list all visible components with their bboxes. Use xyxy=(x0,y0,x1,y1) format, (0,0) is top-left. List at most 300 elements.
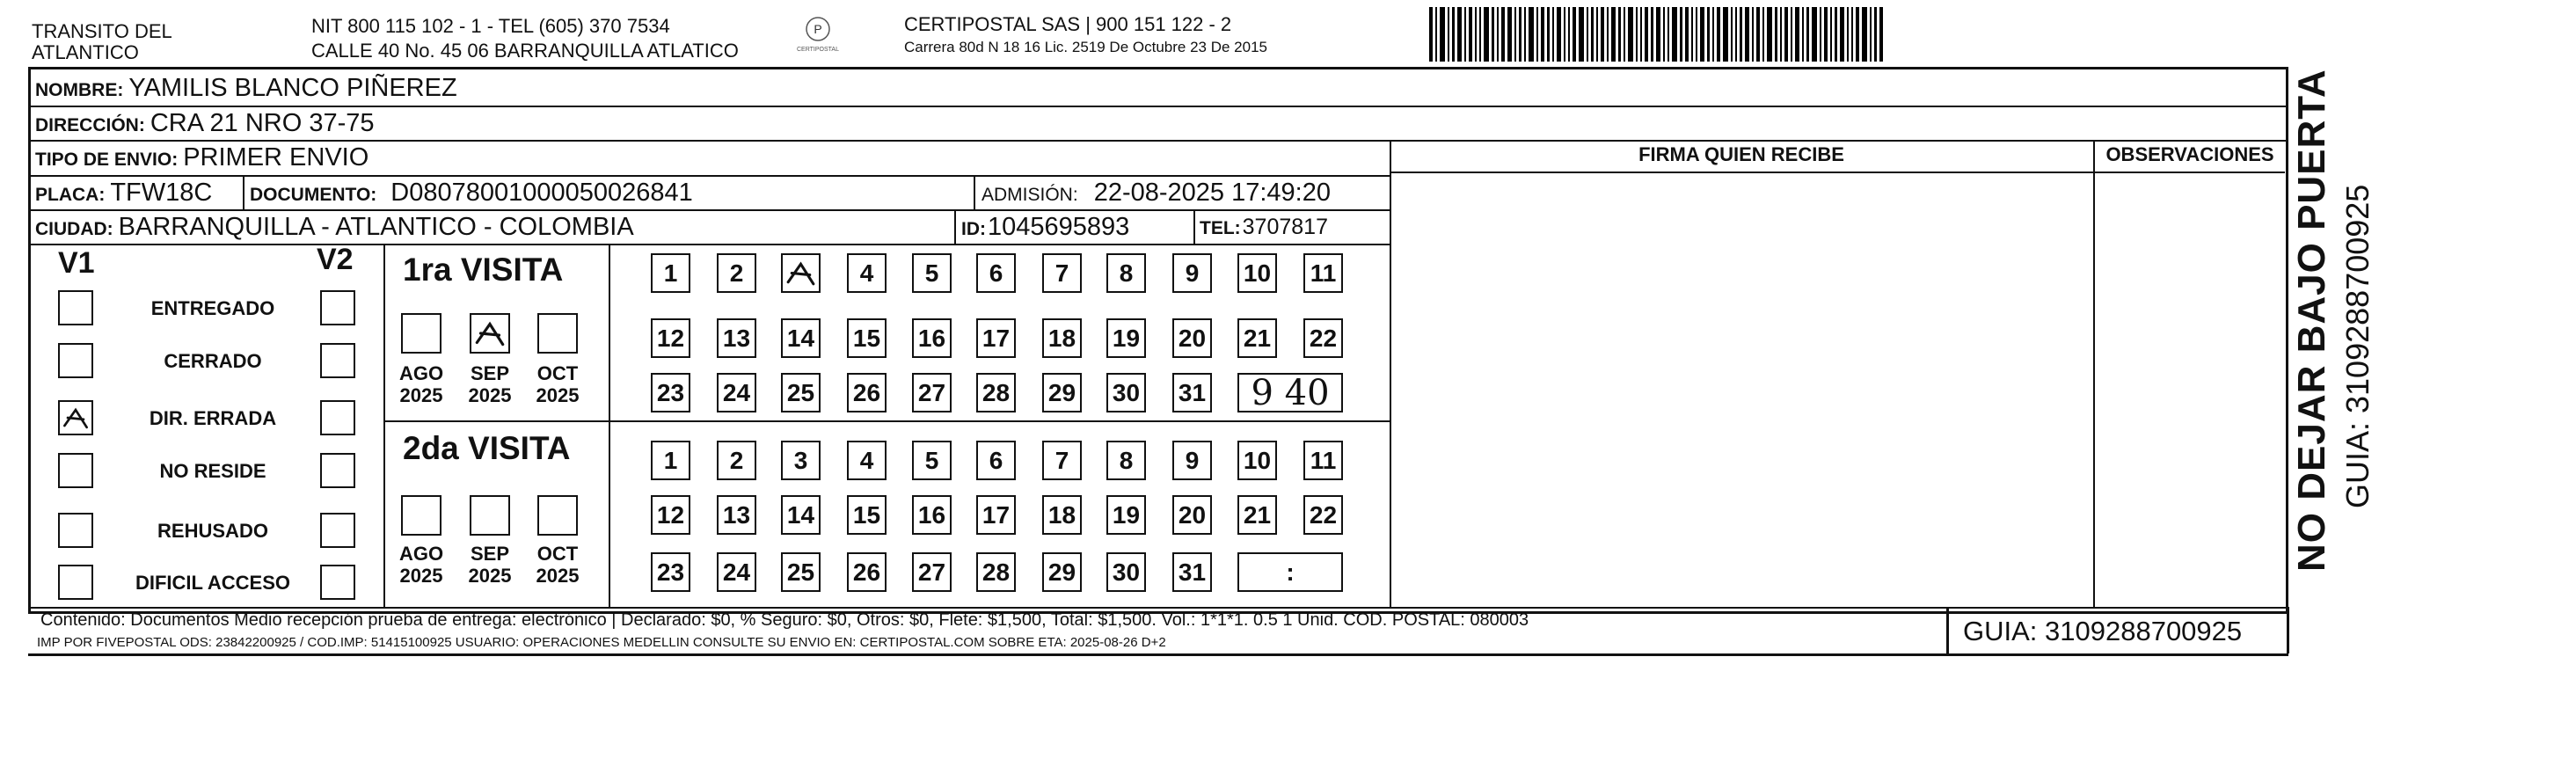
issuer-contact xyxy=(311,16,739,62)
day-number: 14 xyxy=(786,324,815,352)
month-name: SEP xyxy=(470,362,510,384)
month-checkbox[interactable] xyxy=(401,313,441,354)
tel-row xyxy=(1200,215,1328,240)
day-box-15[interactable] xyxy=(847,495,887,535)
day-number: 29 xyxy=(1047,558,1076,586)
barcode-bar xyxy=(1640,7,1642,62)
day-number: 30 xyxy=(1112,558,1141,586)
status-label: CERRADO xyxy=(164,350,262,372)
day-number: 25 xyxy=(786,378,815,406)
nombre-label: NOMBRE: xyxy=(35,80,124,100)
month-name: OCT xyxy=(536,362,579,384)
day-number: 12 xyxy=(656,500,685,529)
day-box-31[interactable] xyxy=(1172,552,1212,592)
day-box-28[interactable] xyxy=(976,373,1016,412)
handwritten-check-icon xyxy=(60,402,91,434)
barcode-bar xyxy=(1717,7,1720,62)
month-name: AGO xyxy=(398,543,444,565)
barcode-bar xyxy=(1552,7,1554,62)
barcode-bar xyxy=(1735,7,1737,62)
admision-value: 22-08-2025 17:49:20 xyxy=(1093,179,1331,207)
barcode-bar xyxy=(1691,7,1693,62)
v2-checkbox[interactable] xyxy=(320,343,355,378)
col-divider xyxy=(2093,140,2095,607)
id-value: 1045695893 xyxy=(988,213,1130,241)
barcode-bar xyxy=(1806,7,1809,62)
barcode-bar xyxy=(1591,7,1594,62)
nombre-row xyxy=(35,74,457,103)
issuer-name xyxy=(32,21,172,63)
month-year: 2025 xyxy=(468,384,512,406)
barcode-bar xyxy=(1847,7,1849,62)
v2-checkbox[interactable] xyxy=(320,565,355,600)
barcode-bar xyxy=(1501,7,1505,62)
time-box[interactable] xyxy=(1237,552,1343,592)
day-box-30[interactable] xyxy=(1106,373,1146,412)
day-box-17[interactable] xyxy=(976,495,1016,535)
day-box-14[interactable] xyxy=(781,318,821,358)
barcode-bar xyxy=(1645,7,1648,62)
barcode-bar xyxy=(1767,7,1772,62)
barcode-bar xyxy=(1824,7,1828,62)
v2-checkbox[interactable] xyxy=(320,453,355,488)
day-box-27[interactable] xyxy=(912,373,952,412)
day-box-10[interactable] xyxy=(1237,253,1277,293)
day-box-6[interactable] xyxy=(976,253,1016,293)
day-box-12[interactable] xyxy=(651,318,690,358)
day-box-29[interactable] xyxy=(1042,552,1082,592)
day-number: 19 xyxy=(1112,324,1141,352)
barcode-bar xyxy=(1775,7,1777,62)
day-box-1[interactable] xyxy=(651,253,690,293)
barcode-bar xyxy=(1484,7,1489,62)
day-number: 31 xyxy=(1178,378,1207,406)
day-number: 20 xyxy=(1178,500,1207,529)
day-number: 28 xyxy=(982,558,1011,586)
barcode-bar xyxy=(1651,7,1653,62)
month-name: AGO xyxy=(398,362,444,384)
barcode-bar xyxy=(1752,7,1754,62)
barcode-bar xyxy=(1573,7,1576,62)
barcode-bar xyxy=(1457,7,1462,62)
barcode-bar xyxy=(1557,7,1561,62)
day-number: 17 xyxy=(982,500,1011,529)
barcode-bar xyxy=(1601,7,1604,62)
documento-label: DOCUMENTO: xyxy=(250,185,377,205)
day-number: 25 xyxy=(786,558,815,586)
v2-checkbox[interactable] xyxy=(320,400,355,435)
barcode-bar xyxy=(1663,7,1665,62)
day-box-24[interactable] xyxy=(717,552,756,592)
barcode-bar xyxy=(1667,7,1669,62)
guia-number: GUIA: 3109288700925 xyxy=(1963,616,2243,646)
barcode-bar xyxy=(1851,7,1853,62)
day-number: 14 xyxy=(786,500,815,529)
time-box[interactable] xyxy=(1237,373,1343,412)
barcode-bar xyxy=(1469,7,1472,62)
barcode-bar xyxy=(1607,7,1609,62)
barcode-bar xyxy=(1507,7,1512,62)
tipo-value: PRIMER ENVIO xyxy=(183,143,369,172)
tel-value: 3707817 xyxy=(1242,215,1328,239)
month-checkbox[interactable] xyxy=(537,495,578,536)
col-divider xyxy=(974,175,975,210)
day-box-10[interactable] xyxy=(1237,441,1277,480)
v1-checkbox[interactable] xyxy=(58,565,93,600)
day-box-8[interactable] xyxy=(1106,253,1146,293)
day-box-23[interactable] xyxy=(651,552,690,592)
day-box-8[interactable] xyxy=(1106,441,1146,480)
v1-checkbox[interactable] xyxy=(58,453,93,488)
barcode-bar xyxy=(1672,7,1677,62)
month-name: SEP xyxy=(470,543,510,565)
day-box-2[interactable] xyxy=(717,253,756,293)
day-box-22[interactable] xyxy=(1303,495,1343,535)
id-row xyxy=(961,213,1129,242)
day-box-17[interactable] xyxy=(976,318,1016,358)
day-box-19[interactable] xyxy=(1106,495,1146,535)
row-divider xyxy=(1390,172,2093,173)
barcode-bar xyxy=(1680,7,1682,62)
day-box-20[interactable] xyxy=(1172,318,1212,358)
day-box-21[interactable] xyxy=(1237,318,1277,358)
barcode-bar xyxy=(1656,7,1660,62)
month-label xyxy=(395,543,448,587)
handwritten-check-icon xyxy=(783,255,819,291)
day-number: 19 xyxy=(1112,500,1141,529)
barcode-bar xyxy=(1762,7,1764,62)
day-number: 1 xyxy=(663,446,678,474)
logo-text: CERTIPOSTAL xyxy=(797,47,839,53)
day-box-30[interactable] xyxy=(1106,552,1146,592)
documento-value: D08078001000050026841 xyxy=(390,179,693,207)
day-number: 13 xyxy=(722,500,751,529)
day-box-16[interactable] xyxy=(912,318,952,358)
month-label xyxy=(463,362,516,406)
day-box-21[interactable] xyxy=(1237,495,1277,535)
visit-divider xyxy=(383,420,1390,422)
day-box-24[interactable] xyxy=(717,373,756,412)
day-box-1[interactable] xyxy=(651,441,690,480)
day-box-5[interactable] xyxy=(912,253,952,293)
first-visit-title: 1ra VISITA xyxy=(403,252,564,288)
barcode-bar xyxy=(1707,7,1710,62)
v2-checkbox[interactable] xyxy=(320,513,355,548)
day-box-22[interactable] xyxy=(1303,318,1343,358)
v1-checkbox[interactable] xyxy=(58,400,93,435)
day-number: 20 xyxy=(1178,324,1207,352)
ciudad-label: CIUDAD: xyxy=(35,219,113,239)
barcode-bar xyxy=(1700,7,1704,62)
barcode-bar xyxy=(1784,7,1788,62)
day-box-31[interactable] xyxy=(1172,373,1212,412)
carrier-license: Carrera 80d N 18 16 Lic. 2519 De Octubre 23 De 2015 xyxy=(904,39,1267,55)
second-visit-title: 2da VISITA xyxy=(403,430,571,466)
day-number: 22 xyxy=(1309,500,1338,529)
barcode-bar xyxy=(1492,7,1494,62)
day-box-28[interactable] xyxy=(976,552,1016,592)
day-number: 15 xyxy=(852,324,881,352)
day-number: 1 xyxy=(663,259,678,287)
day-box-18[interactable] xyxy=(1042,495,1082,535)
day-box-2[interactable] xyxy=(717,441,756,480)
row-divider xyxy=(28,607,2288,609)
issuer-line2: ATLANTICO xyxy=(32,41,139,63)
day-box-15[interactable] xyxy=(847,318,887,358)
v2-checkbox[interactable] xyxy=(320,290,355,325)
barcode-bar xyxy=(1541,7,1544,62)
barcode-bar xyxy=(1780,7,1782,62)
day-number: 24 xyxy=(722,558,751,586)
col-divider xyxy=(2287,607,2289,653)
ciudad-value: BARRANQUILLA - ATLANTICO - COLOMBIA xyxy=(118,213,634,241)
barcode-bar xyxy=(1756,7,1760,62)
direccion-value: CRA 21 NRO 37-75 xyxy=(150,109,375,137)
month-label xyxy=(531,362,584,406)
day-box-12[interactable] xyxy=(651,495,690,535)
day-box-25[interactable] xyxy=(781,552,821,592)
day-box-14[interactable] xyxy=(781,495,821,535)
month-year: 2025 xyxy=(536,565,580,587)
row-divider xyxy=(28,244,1391,245)
barcode-bar xyxy=(1812,7,1817,62)
barcode-bar xyxy=(1636,7,1638,62)
day-box-27[interactable] xyxy=(912,552,952,592)
day-number: 7 xyxy=(1054,446,1069,474)
day-number: 26 xyxy=(852,558,881,586)
day-box-18[interactable] xyxy=(1042,318,1082,358)
barcode-bar xyxy=(1879,7,1883,62)
nombre-value: YAMILIS BLANCO PIÑEREZ xyxy=(128,74,457,102)
day-number: 2 xyxy=(729,446,744,474)
v1-checkbox[interactable] xyxy=(58,513,93,548)
barcode-bar xyxy=(1723,7,1728,62)
barcode-bar xyxy=(1712,7,1714,62)
barcode-bar xyxy=(1802,7,1804,62)
day-number: 31 xyxy=(1178,558,1207,586)
day-box-29[interactable] xyxy=(1042,373,1082,412)
col-divider xyxy=(1193,209,1195,245)
handwritten-check-icon xyxy=(471,315,508,352)
day-number: 8 xyxy=(1119,259,1134,287)
day-box-6[interactable] xyxy=(976,441,1016,480)
barcode-bar xyxy=(1452,7,1455,62)
barcode-bar xyxy=(1791,7,1792,62)
barcode-bar xyxy=(1835,7,1837,62)
carrier-company: CERTIPOSTAL SAS | 900 151 122 - 2 xyxy=(904,13,1232,35)
day-number: 9 xyxy=(1185,259,1200,287)
day-number: 21 xyxy=(1243,324,1272,352)
v1-checkbox[interactable] xyxy=(58,343,93,378)
day-number: 4 xyxy=(859,446,874,474)
barcode-bar xyxy=(1429,7,1433,62)
day-number: 27 xyxy=(917,378,946,406)
day-number: 17 xyxy=(982,324,1011,352)
status-label: ENTREGADO xyxy=(150,297,275,319)
day-box-3[interactable] xyxy=(781,253,821,293)
day-box-5[interactable] xyxy=(912,441,952,480)
status-label: DIFICIL ACCESO xyxy=(135,572,290,594)
day-box-11[interactable] xyxy=(1303,441,1343,480)
day-box-7[interactable] xyxy=(1042,253,1082,293)
day-number: 4 xyxy=(859,259,874,287)
carrier-info xyxy=(904,14,1267,56)
day-number: 29 xyxy=(1047,378,1076,406)
observations-area[interactable] xyxy=(2097,176,2285,605)
certipostal-logo xyxy=(792,16,844,60)
side-warning: NO DEJAR BAJO PUERTA xyxy=(2290,69,2333,572)
col-divider xyxy=(243,175,244,210)
barcode-bar xyxy=(1519,7,1522,62)
row-divider xyxy=(28,209,1391,211)
col-divider xyxy=(609,244,610,607)
month-checkbox[interactable] xyxy=(401,495,441,536)
day-number: 11 xyxy=(1310,446,1337,474)
id-label: ID: xyxy=(961,219,986,239)
day-box-13[interactable] xyxy=(717,318,756,358)
day-box-26[interactable] xyxy=(847,552,887,592)
month-checkbox[interactable] xyxy=(470,495,510,536)
month-label xyxy=(463,543,516,587)
col-divider xyxy=(1390,140,1391,607)
barcode-bar xyxy=(1497,7,1499,62)
day-number: 26 xyxy=(852,378,881,406)
admision-row xyxy=(982,179,1331,208)
barcode-bar xyxy=(1618,7,1621,62)
barcode-bar xyxy=(1874,7,1877,62)
day-number: 30 xyxy=(1112,378,1141,406)
row-divider xyxy=(28,140,2288,142)
day-box-7[interactable] xyxy=(1042,441,1082,480)
day-number: 3 xyxy=(793,446,808,474)
issuer-line1: TRANSITO DEL xyxy=(32,20,172,42)
day-box-9[interactable] xyxy=(1172,253,1212,293)
certipostal-logo-icon xyxy=(805,16,831,42)
barcode-bar xyxy=(1685,7,1689,62)
day-box-4[interactable] xyxy=(847,253,887,293)
barcode-bar xyxy=(1536,7,1538,62)
day-box-11[interactable] xyxy=(1303,253,1343,293)
day-number: 10 xyxy=(1243,259,1272,287)
signature-area[interactable] xyxy=(1393,176,2090,605)
barcode-bar xyxy=(1628,7,1633,62)
footer-content-line: Contenido: Documentos Medio recepción prueba de entrega: electrónico | Declarado: $0, % Seguro: $0, Otros: $0, Flete: $1,500, Total: $1,500. Vol.: 1*1*1. 0.5 1 Unid. COD. POSTAL: 080003 xyxy=(40,610,1529,630)
documento-row xyxy=(250,179,693,208)
day-number: 2 xyxy=(729,259,744,287)
day-number: 8 xyxy=(1119,446,1134,474)
barcode-bar xyxy=(1795,7,1799,62)
barcode-bar xyxy=(1529,7,1534,62)
day-number: 18 xyxy=(1047,324,1076,352)
day-number: 23 xyxy=(656,378,685,406)
day-number: 23 xyxy=(656,558,685,586)
month-year: 2025 xyxy=(468,565,512,587)
day-number: 28 xyxy=(982,378,1011,406)
day-number: 18 xyxy=(1047,500,1076,529)
barcode-bar xyxy=(1464,7,1466,62)
v1-header: V1 xyxy=(58,246,95,280)
barcode-bar xyxy=(1547,7,1550,62)
barcode xyxy=(1429,7,2115,62)
side-guia: GUIA: 3109288700925 xyxy=(2339,184,2375,508)
day-number: 6 xyxy=(989,259,1003,287)
barcode-bar xyxy=(1524,7,1526,62)
month-year: 2025 xyxy=(399,384,443,406)
barcode-bar xyxy=(1587,7,1588,62)
footer-print-line: IMP POR FIVEPOSTAL ODS: 23842200925 / COD.IMP: 51415100925 USUARIO: OPERACIONES MEDELLIN CONSULTE SU ENVIO EN: CERTIPOSTAL.COM SOBRE ETA: 2025-08-26 D+2 xyxy=(37,635,1166,650)
col-divider xyxy=(1946,607,1949,653)
barcode-bar xyxy=(1745,7,1749,62)
barcode-bar xyxy=(1740,7,1742,62)
day-box-19[interactable] xyxy=(1106,318,1146,358)
month-name: OCT xyxy=(536,543,579,565)
address-line: CALLE 40 No. 45 06 BARRANQUILLA ATLATICO xyxy=(311,40,739,62)
status-label: DIR. ERRADA xyxy=(149,407,277,429)
day-number: 7 xyxy=(1054,259,1069,287)
month-checkbox[interactable] xyxy=(537,313,578,354)
direccion-label: DIRECCIÓN: xyxy=(35,115,145,135)
day-number: 16 xyxy=(917,324,946,352)
col-divider xyxy=(383,244,385,607)
month-checkbox[interactable] xyxy=(470,313,510,354)
day-box-23[interactable] xyxy=(651,373,690,412)
barcode-bar xyxy=(1820,7,1821,62)
ciudad-row xyxy=(35,213,634,242)
firma-header: FIRMA QUIEN RECIBE xyxy=(1638,143,1844,165)
day-number: 9 xyxy=(1185,446,1200,474)
tel-label: TEL: xyxy=(1200,218,1241,238)
day-number: 12 xyxy=(656,324,685,352)
day-number: 5 xyxy=(924,259,939,287)
barcode-bar xyxy=(1435,7,1437,62)
day-number: 10 xyxy=(1243,446,1272,474)
placa-row xyxy=(35,179,212,208)
day-box-20[interactable] xyxy=(1172,495,1212,535)
day-box-25[interactable] xyxy=(781,373,821,412)
observaciones-header: OBSERVACIONES xyxy=(2105,143,2274,165)
barcode-bar xyxy=(1479,7,1481,62)
day-number: 11 xyxy=(1310,259,1337,287)
barcode-bar xyxy=(1448,7,1449,62)
status-label: REHUSADO xyxy=(157,520,268,542)
col-divider xyxy=(954,209,956,245)
barcode-bar xyxy=(1696,7,1697,62)
barcode-bar xyxy=(1870,7,1872,62)
day-number: 27 xyxy=(917,558,946,586)
day-number: 13 xyxy=(722,324,751,352)
day-box-3[interactable] xyxy=(781,441,821,480)
day-box-4[interactable] xyxy=(847,441,887,480)
day-box-13[interactable] xyxy=(717,495,756,535)
placa-value: TFW18C xyxy=(110,179,213,207)
barcode-bar xyxy=(1568,7,1570,62)
direccion-row xyxy=(35,109,375,138)
v1-checkbox[interactable] xyxy=(58,290,93,325)
month-label xyxy=(531,543,584,587)
barcode-bar xyxy=(1596,7,1598,62)
barcode-bar xyxy=(1840,7,1844,62)
barcode-bar xyxy=(1731,7,1733,62)
day-box-9[interactable] xyxy=(1172,441,1212,480)
month-year: 2025 xyxy=(399,565,443,587)
tipo-row xyxy=(35,143,369,172)
day-number: 21 xyxy=(1243,500,1272,529)
nit-line: NIT 800 115 102 - 1 - TEL (605) 370 7534 xyxy=(311,15,670,37)
day-number: 5 xyxy=(924,446,939,474)
barcode-bar xyxy=(1579,7,1584,62)
day-box-16[interactable] xyxy=(912,495,952,535)
day-box-26[interactable] xyxy=(847,373,887,412)
